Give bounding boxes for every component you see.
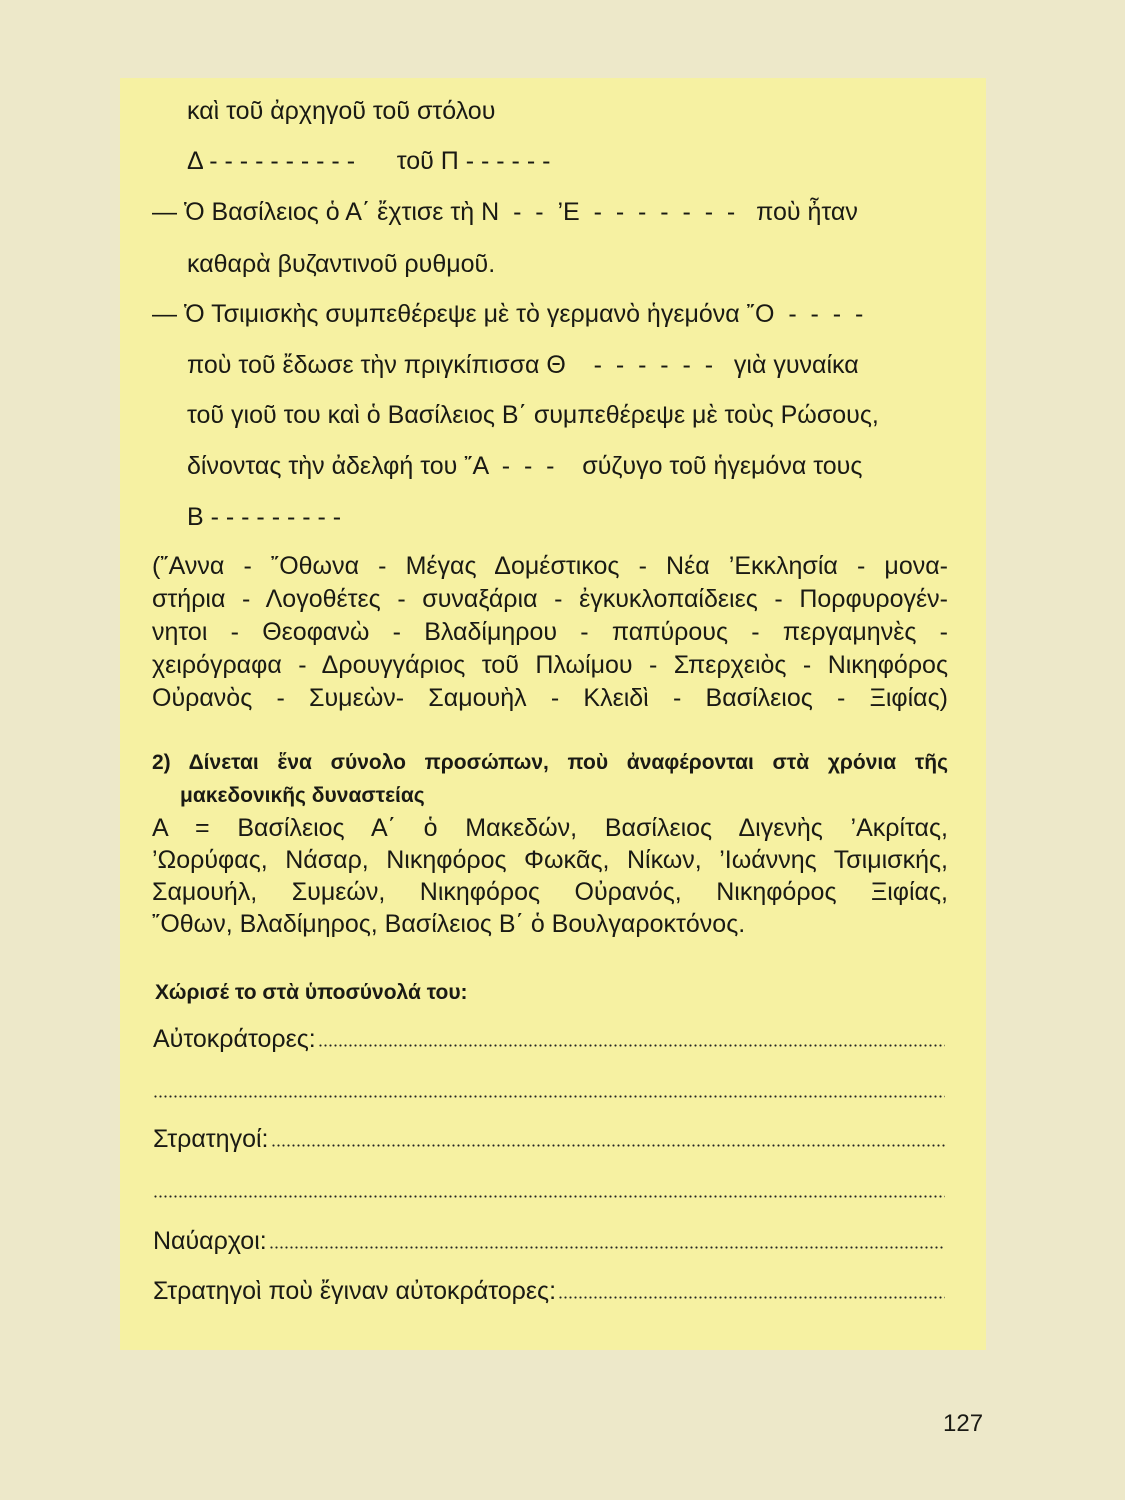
exercise1-line7: τοῦ γιοῦ του καὶ ὁ Βασίλειος Β΄ συμπεθέρεψε μὲ τοὺς Ρώσους, bbox=[187, 401, 879, 429]
word-bank-line: (῎Αννα - ῎Οθωνα - Μέγας Δομέστικος - Νέα ’Εκκλησία - μονα- bbox=[152, 552, 948, 580]
answer-dotted-line[interactable] bbox=[269, 1246, 945, 1249]
admirals-field[interactable] bbox=[153, 1226, 945, 1256]
exercise1-line5: — Ὁ Τσιμισκὴς συμπεθέρεψε μὲ τὸ γερμανὸ ἡγεμόνα ῎Ο - - - - bbox=[152, 300, 864, 328]
exercise2-heading-cont: μακεδονικῆς δυναστείας bbox=[180, 784, 425, 807]
person-set-line: ’Ωορύφας, Νάσαρ, Νικηφόρος Φωκᾶς, Νίκων, ’Ιωάννης Τσιμισκής, bbox=[152, 846, 948, 874]
generals-emperors-label: Στρατηγοὶ ποὺ ἔγιναν αὐτοκράτορες: bbox=[153, 1277, 557, 1305]
generals-field[interactable] bbox=[153, 1124, 945, 1154]
word-bank-line: χειρόγραφα - Δρουγγάριος τοῦ Πλωίμου - Σπερχειὸς - Νικηφόρος bbox=[152, 651, 948, 679]
person-set-line: Α = Βασίλειος Α΄ ὁ Μακεδών, Βασίλειος Διγενὴς ’Ακρίτας, bbox=[152, 814, 948, 842]
exercise1-line3: — Ὁ Βασίλειος ὁ Α΄ ἔχτισε τὴ Ν - - ’Ε - - - - - - - ποὺ ἦταν bbox=[152, 198, 858, 226]
page-number: 127 bbox=[943, 1410, 984, 1437]
generals-emperors-field[interactable] bbox=[153, 1276, 945, 1306]
exercise1-line1: καὶ τοῦ ἀρχηγοῦ τοῦ στόλου bbox=[187, 97, 496, 125]
answer-dotted-line[interactable] bbox=[558, 1296, 945, 1299]
instruction: Χώρισέ το στὰ ὑποσύνολά του: bbox=[155, 981, 468, 1004]
answer-dotted-line[interactable] bbox=[271, 1144, 946, 1147]
admirals-label: Ναύαρχοι: bbox=[153, 1227, 267, 1255]
answer-dotted-line[interactable] bbox=[153, 1195, 945, 1198]
exercise1-line6: ποὺ τοῦ ἔδωσε τὴν πριγκίπισσα Θ - - - - - - γιὰ γυναίκα bbox=[187, 351, 859, 379]
person-set-line: Σαμουήλ, Συμεών, Νικηφόρος Οὐρανός, Νικηφόρος Ξιφίας, bbox=[152, 878, 948, 906]
generals-label: Στρατηγοί: bbox=[153, 1125, 269, 1153]
exercise2-heading: 2) Δίνεται ἕνα σύνολο προσώπων, ποὺ ἀναφέρονται στὰ χρόνια τῆς bbox=[152, 751, 948, 774]
word-bank-line: στήρια - Λογοθέτες - συναξάρια - ἐγκυκλοπαίδειες - Πορφυρογέν- bbox=[152, 585, 948, 613]
exercise1-line9: Β - - - - - - - - - bbox=[187, 503, 342, 531]
exercise1-line8: δίνοντας τὴν ἀδελφή του ῎Α - - - σύζυγο τοῦ ἡγεμόνα τους bbox=[187, 452, 863, 480]
exercise1-line4: καθαρὰ βυζαντινοῦ ρυθμοῦ. bbox=[187, 250, 496, 278]
answer-dotted-line[interactable] bbox=[153, 1095, 945, 1098]
emperors-field[interactable] bbox=[153, 1024, 945, 1054]
word-bank-line: νητοι - Θεοφανὼ - Βλαδίμηρου - παπύρους - περγαμηνὲς - bbox=[152, 618, 948, 646]
answer-dotted-line[interactable] bbox=[318, 1044, 945, 1047]
word-bank-line: Οὐρανὸς - Συμεὼν- Σαμουὴλ - Κλειδὶ - Βασίλειος - Ξιφίας) bbox=[152, 684, 948, 712]
emperors-label: Αὐτοκράτορες: bbox=[153, 1025, 316, 1053]
exercise1-line2: Δ - - - - - - - - - - τοῦ Π - - - - - - bbox=[187, 147, 551, 175]
person-set-line: ῎Οθων, Βλαδίμηρος, Βασίλειος Β΄ ὁ Βουλγαροκτόνος. bbox=[152, 910, 746, 938]
